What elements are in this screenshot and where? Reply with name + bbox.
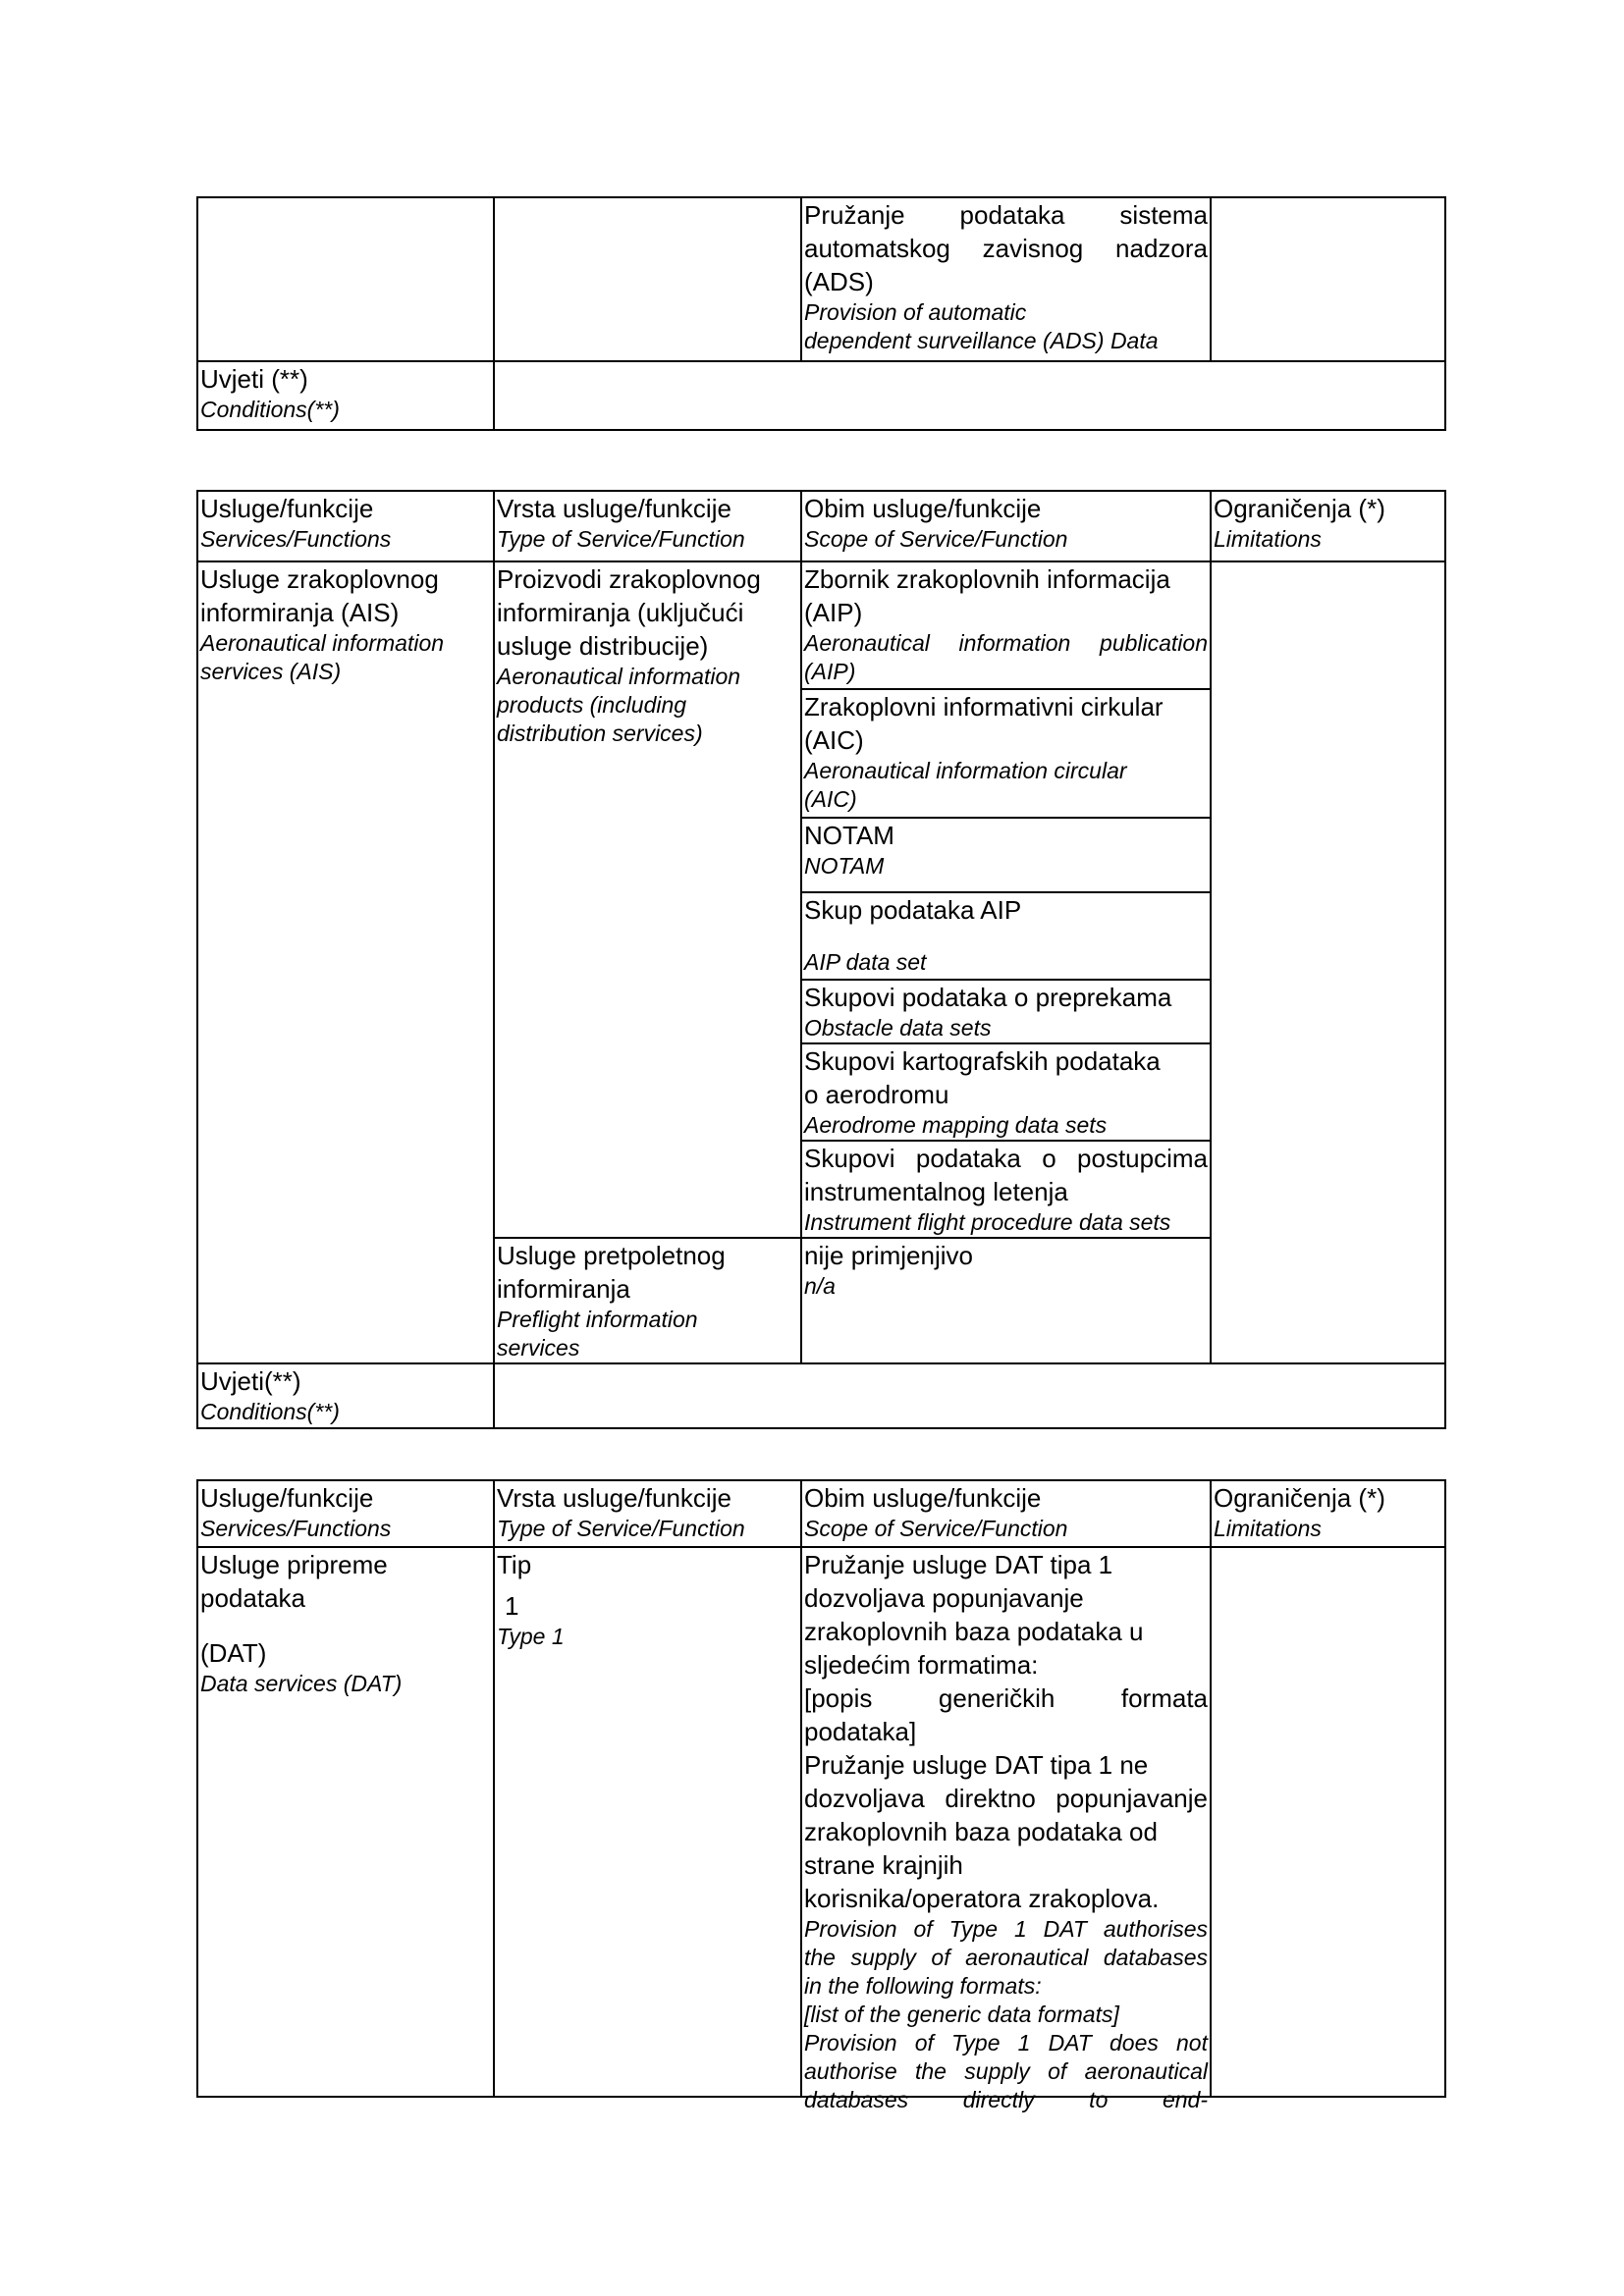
header-services-cell	[197, 1480, 494, 1547]
scope-hr-line: instrumentalnog letenja	[804, 1177, 1068, 1206]
empty-cell	[197, 197, 494, 361]
scope-aip-cell	[801, 561, 1211, 689]
ads-scope-hr-line: (ADS)	[804, 267, 874, 296]
ads-scope-en-line: Provision of automatic	[804, 299, 1027, 325]
header-scope-en: Scope of Service/Function	[804, 1516, 1068, 1541]
service-dat-cell	[197, 1547, 494, 2097]
scope-en-line: AIP data set	[804, 949, 927, 975]
header-limitations-en: Limitations	[1214, 1516, 1322, 1541]
service-hr-line: (DAT)	[200, 1638, 267, 1668]
scope-hr-line: strane krajnjih	[804, 1850, 963, 1880]
service-hr-line: podataka	[200, 1583, 305, 1613]
ads-scope-hr-line: Pružanje podataka sistema	[804, 200, 1208, 230]
type-hr-line: informiranja	[497, 1274, 630, 1304]
service-en-line: services (AIS)	[200, 659, 342, 684]
header-scope-cell	[801, 1480, 1211, 1547]
scope-hr-line: sljedećim formatima:	[804, 1650, 1039, 1680]
scope-en-line: Aeronautical information publication	[804, 630, 1208, 656]
conditions-value-cell	[494, 361, 1445, 430]
scope-en-line: (AIP)	[804, 659, 856, 684]
conditions-value-cell	[494, 1363, 1445, 1428]
conditions-en: Conditions(**)	[200, 397, 340, 422]
header-type-hr: Vrsta usluge/funkcije	[497, 1483, 731, 1513]
header-limitations-hr: Ograničenja (*)	[1214, 494, 1385, 523]
header-type-hr: Vrsta usluge/funkcije	[497, 494, 731, 523]
header-limitations-cell	[1211, 491, 1445, 561]
scope-obstacle-cell	[801, 980, 1211, 1043]
limitations-cell	[1211, 1547, 1445, 2097]
conditions-hr: Uvjeti(**)	[200, 1366, 301, 1396]
scope-en-line: in the following formats:	[804, 1973, 1042, 1999]
scope-hr-line: Skupovi podataka o preprekama	[804, 983, 1172, 1012]
type-en-line: Aeronautical information	[497, 664, 741, 689]
scope-en-line: NOTAM	[804, 853, 885, 879]
type-hr-line: usluge distribucije)	[497, 631, 709, 661]
scope-en-line: Obstacle data sets	[804, 1015, 992, 1041]
header-limitations-hr: Ograničenja (*)	[1214, 1483, 1385, 1513]
scope-en-line: authorise the supply of aeronautical	[804, 2058, 1208, 2084]
limitations-cell	[1211, 561, 1445, 1363]
type-hr-line: 1	[505, 1591, 519, 1621]
scope-hr-line: Skupovi kartografskih podataka	[804, 1046, 1161, 1076]
scope-hr-line: (AIP)	[804, 598, 863, 627]
scope-hr-line: o aerodromu	[804, 1080, 949, 1109]
scope-hr-line: Skup podataka AIP	[804, 895, 1022, 925]
header-scope-en: Scope of Service/Function	[804, 526, 1068, 552]
header-services-hr: Usluge/funkcije	[200, 494, 374, 523]
scope-en-line: databases directly to end-	[804, 2087, 1208, 2112]
scope-hr-line: zrakoplovnih baza podataka od	[804, 1817, 1158, 1846]
ads-table	[196, 196, 1446, 431]
scope-hr-line: [popis generičkih formata	[804, 1683, 1208, 1713]
type-preflight-cell	[494, 1238, 801, 1363]
scope-hr-line: Zrakoplovni informativni cirkular	[804, 692, 1164, 721]
scope-preflight-cell	[801, 1238, 1211, 1363]
header-limitations-en: Limitations	[1214, 526, 1322, 552]
conditions-label-cell	[197, 1363, 494, 1428]
type-en-line: services	[497, 1335, 580, 1361]
type-products-cell	[494, 561, 801, 1238]
scope-hr-line: Pružanje usluge DAT tipa 1 ne	[804, 1750, 1149, 1780]
scope-aerodrome-mapping-cell	[801, 1043, 1211, 1141]
service-en-line: Data services (DAT)	[200, 1671, 403, 1696]
scope-hr-line: (AIC)	[804, 725, 864, 755]
type-hr-line: informiranja (uključući	[497, 598, 744, 627]
scope-dat-cell	[801, 1547, 1211, 2112]
scope-en-line: the supply of aeronautical databases	[804, 1945, 1208, 1970]
limitations-cell	[1211, 197, 1445, 361]
type-en-line: distribution services)	[497, 721, 703, 746]
scope-hr-line: NOTAM	[804, 821, 894, 850]
scope-hr-line: Pružanje usluge DAT tipa 1	[804, 1550, 1113, 1579]
scope-ifp-cell	[801, 1141, 1211, 1238]
header-services-en: Services/Functions	[200, 1516, 392, 1541]
scope-hr-line: nije primjenjivo	[804, 1241, 973, 1270]
scope-en-line: n/a	[804, 1273, 836, 1299]
type-dat-cell	[494, 1547, 801, 2097]
scope-en-line: (AIC)	[804, 786, 857, 812]
dat-table	[196, 1479, 1446, 2112]
scope-aic-cell	[801, 689, 1211, 818]
conditions-label-cell	[197, 361, 494, 430]
service-hr-line: Usluge zrakoplovnog	[200, 564, 439, 594]
empty-cell	[494, 197, 801, 361]
scope-hr-line: korisnika/operatora zrakoplova.	[804, 1884, 1160, 1913]
header-type-cell	[494, 491, 801, 561]
type-en-line: Preflight information	[497, 1307, 698, 1332]
ads-scope-cell	[801, 197, 1211, 361]
type-hr-line: Proizvodi zrakoplovnog	[497, 564, 761, 594]
header-type-cell	[494, 1480, 801, 1547]
scope-en-line: Provision of Type 1 DAT does not	[804, 2030, 1208, 2056]
type-hr-line: Tip	[497, 1550, 532, 1579]
header-limitations-cell	[1211, 1480, 1445, 1547]
scope-hr-line: podataka]	[804, 1717, 917, 1746]
scope-en-line: Provision of Type 1 DAT authorises	[804, 1916, 1208, 1942]
ads-scope-hr-line: automatskog zavisnog nadzora	[804, 234, 1208, 263]
service-en-line: Aeronautical information	[200, 630, 445, 656]
scope-en-line: Instrument flight procedure data sets	[804, 1209, 1171, 1235]
scope-hr-line: Zbornik zrakoplovnih informacija	[804, 564, 1170, 594]
scope-hr-line: Skupovi podataka o postupcima	[804, 1144, 1208, 1173]
ais-table	[196, 490, 1446, 1429]
header-scope-hr: Obim usluge/funkcije	[804, 494, 1042, 523]
scope-hr-line: dozvoljava popunjavanje	[804, 1583, 1084, 1613]
scope-aip-data-set-cell	[801, 892, 1211, 980]
header-services-en: Services/Functions	[200, 526, 392, 552]
header-type-en: Type of Service/Function	[497, 1516, 745, 1541]
conditions-en: Conditions(**)	[200, 1399, 340, 1424]
scope-notam-cell	[801, 818, 1211, 892]
type-en-line: products (including	[497, 692, 687, 718]
service-hr-line: informiranja (AIS)	[200, 598, 400, 627]
scope-en-line: [list of the generic data formats]	[804, 2002, 1119, 2027]
type-hr-line: Usluge pretpoletnog	[497, 1241, 726, 1270]
scope-hr-line: zrakoplovnih baza podataka u	[804, 1617, 1144, 1646]
type-en-line: Type 1	[497, 1624, 565, 1649]
service-hr-line: Usluge pripreme	[200, 1550, 388, 1579]
scope-en-line: Aeronautical information circular	[804, 758, 1127, 783]
header-scope-cell	[801, 491, 1211, 561]
scope-hr-line: dozvoljava direktno popunjavanje	[804, 1784, 1208, 1813]
header-services-hr: Usluge/funkcije	[200, 1483, 374, 1513]
header-scope-hr: Obim usluge/funkcije	[804, 1483, 1042, 1513]
scope-en-line: Aerodrome mapping data sets	[804, 1112, 1108, 1138]
header-type-en: Type of Service/Function	[497, 526, 745, 552]
service-ais-cell	[197, 561, 494, 1363]
ads-scope-en-line: dependent surveillance (ADS) Data	[804, 328, 1159, 353]
conditions-hr: Uvjeti (**)	[200, 364, 308, 394]
header-services-cell	[197, 491, 494, 561]
